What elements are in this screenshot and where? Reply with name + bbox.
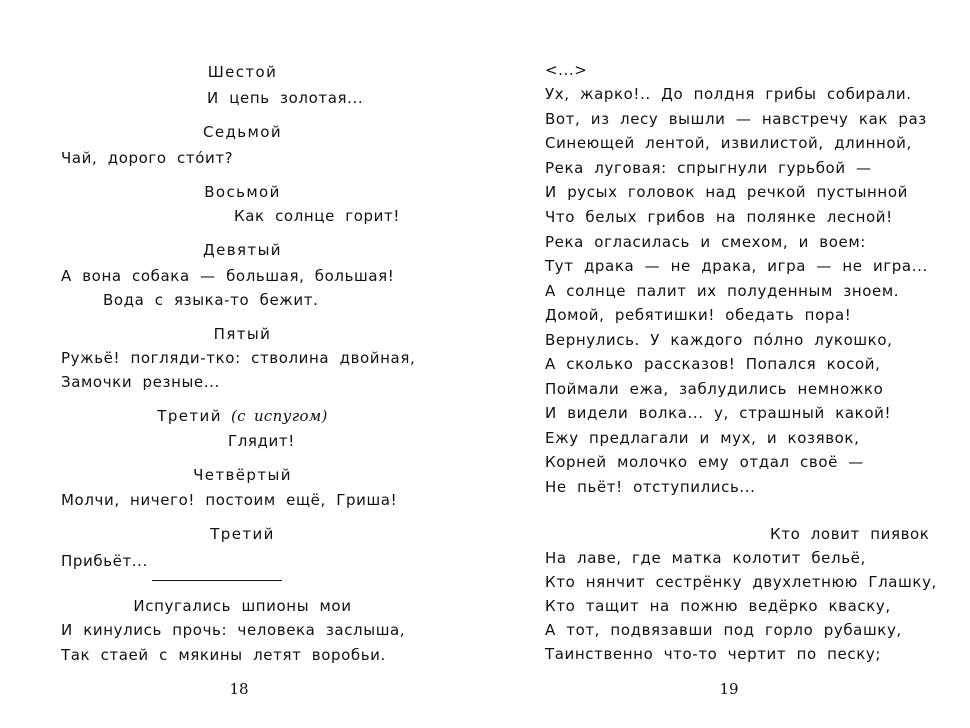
verse-line: Не пьёт! отступились... (545, 478, 756, 496)
verse-line: Чай, дорого сто́ит? (61, 149, 234, 167)
verse-line: Глядит! (228, 432, 295, 450)
verse-line: Вот, из лесу вышли — навстречу как раз (545, 110, 927, 128)
verse-line: Ружьё! погляди-тко: стволина двойная, (61, 349, 416, 367)
verse-line: Ежу предлагали и мух, и козявок, (545, 429, 860, 447)
verse-line: Река луговая: спрыгнули гурьбой — (545, 159, 872, 177)
verse-line: Испугались шпионы мои (133, 597, 352, 615)
verse-line: Кто тащит на пожню ведёрко кваску, (545, 597, 891, 615)
verse-line: А солнце палит их полуденным зноем. (545, 282, 900, 300)
verse-line: Синеющей лентой, извилистой, длинной, (545, 134, 912, 152)
verse-line: Река огласилась и смехом, и воем: (545, 233, 866, 251)
stage-direction: (с испугом) (231, 407, 328, 425)
verse-line: Кто ловит пиявок (770, 525, 930, 543)
verse-line: Ух, жарко!.. До полдня грибы собирали. (545, 85, 912, 103)
verse-line: Вернулись. У каждого по́лно лукошко, (545, 331, 893, 349)
verse-line: Вода с языка-то бежит. (103, 291, 319, 309)
page-number: 19 (719, 680, 739, 698)
speaker-name: Третий (157, 407, 222, 425)
verse-line: Поймали ежа, заблудились немножко (545, 380, 884, 398)
verse-line: И цепь золотая... (207, 89, 364, 107)
verse-line: Прибьёт... (61, 552, 148, 570)
verse-line: Так стаей с мякины летят воробьи. (61, 646, 386, 664)
speaker-heading: Восьмой (204, 183, 281, 201)
verse-line: Что белых грибов на полянке лесной! (545, 208, 893, 226)
speaker-heading-with-direction (0, 406, 485, 426)
verse-line: Тут драка — не драка, игра — не игра... (545, 257, 928, 275)
speaker-heading: Четвёртый (193, 466, 292, 484)
verse-line: А вона собака — большая, большая! (61, 267, 395, 285)
page-right (485, 0, 970, 728)
section-divider (152, 580, 282, 581)
speaker-heading: Пятый (213, 325, 272, 343)
verse-line: И русых головок над речкой пустынной (545, 183, 908, 201)
verse-line: Замочки резные... (61, 373, 220, 391)
speaker-heading: Седьмой (203, 123, 282, 141)
verse-line: Кто нянчит сестрёнку двухлетнюю Глашку, (545, 573, 937, 591)
verse-line: Молчи, ничего! постоим ещё, Гриша! (61, 491, 398, 509)
verse-line: И кинулись прочь: человека заслыша, (61, 621, 406, 639)
speaker-heading: Девятый (203, 241, 282, 259)
verse-line: А тот, подвязавши под горло рубашку, (545, 621, 902, 639)
verse-line: А сколько рассказов! Попался косой, (545, 355, 881, 373)
verse-line: Таинственно что-то чертит по песку; (545, 645, 882, 663)
speaker-heading: Шестой (207, 63, 278, 81)
omission-mark: <...> (545, 61, 588, 79)
page-number: 18 (229, 680, 249, 698)
verse-line: Как солнце горит! (234, 207, 400, 225)
verse-line: Домой, ребятишки! обедать пора! (545, 306, 852, 324)
verse-line: И видели волка... у, страшный какой! (545, 404, 892, 422)
verse-line: Корней молочко ему отдал своё — (545, 453, 864, 471)
speaker-heading: Третий (210, 525, 275, 543)
verse-line: На лаве, где матка колотит бельё, (545, 549, 866, 567)
